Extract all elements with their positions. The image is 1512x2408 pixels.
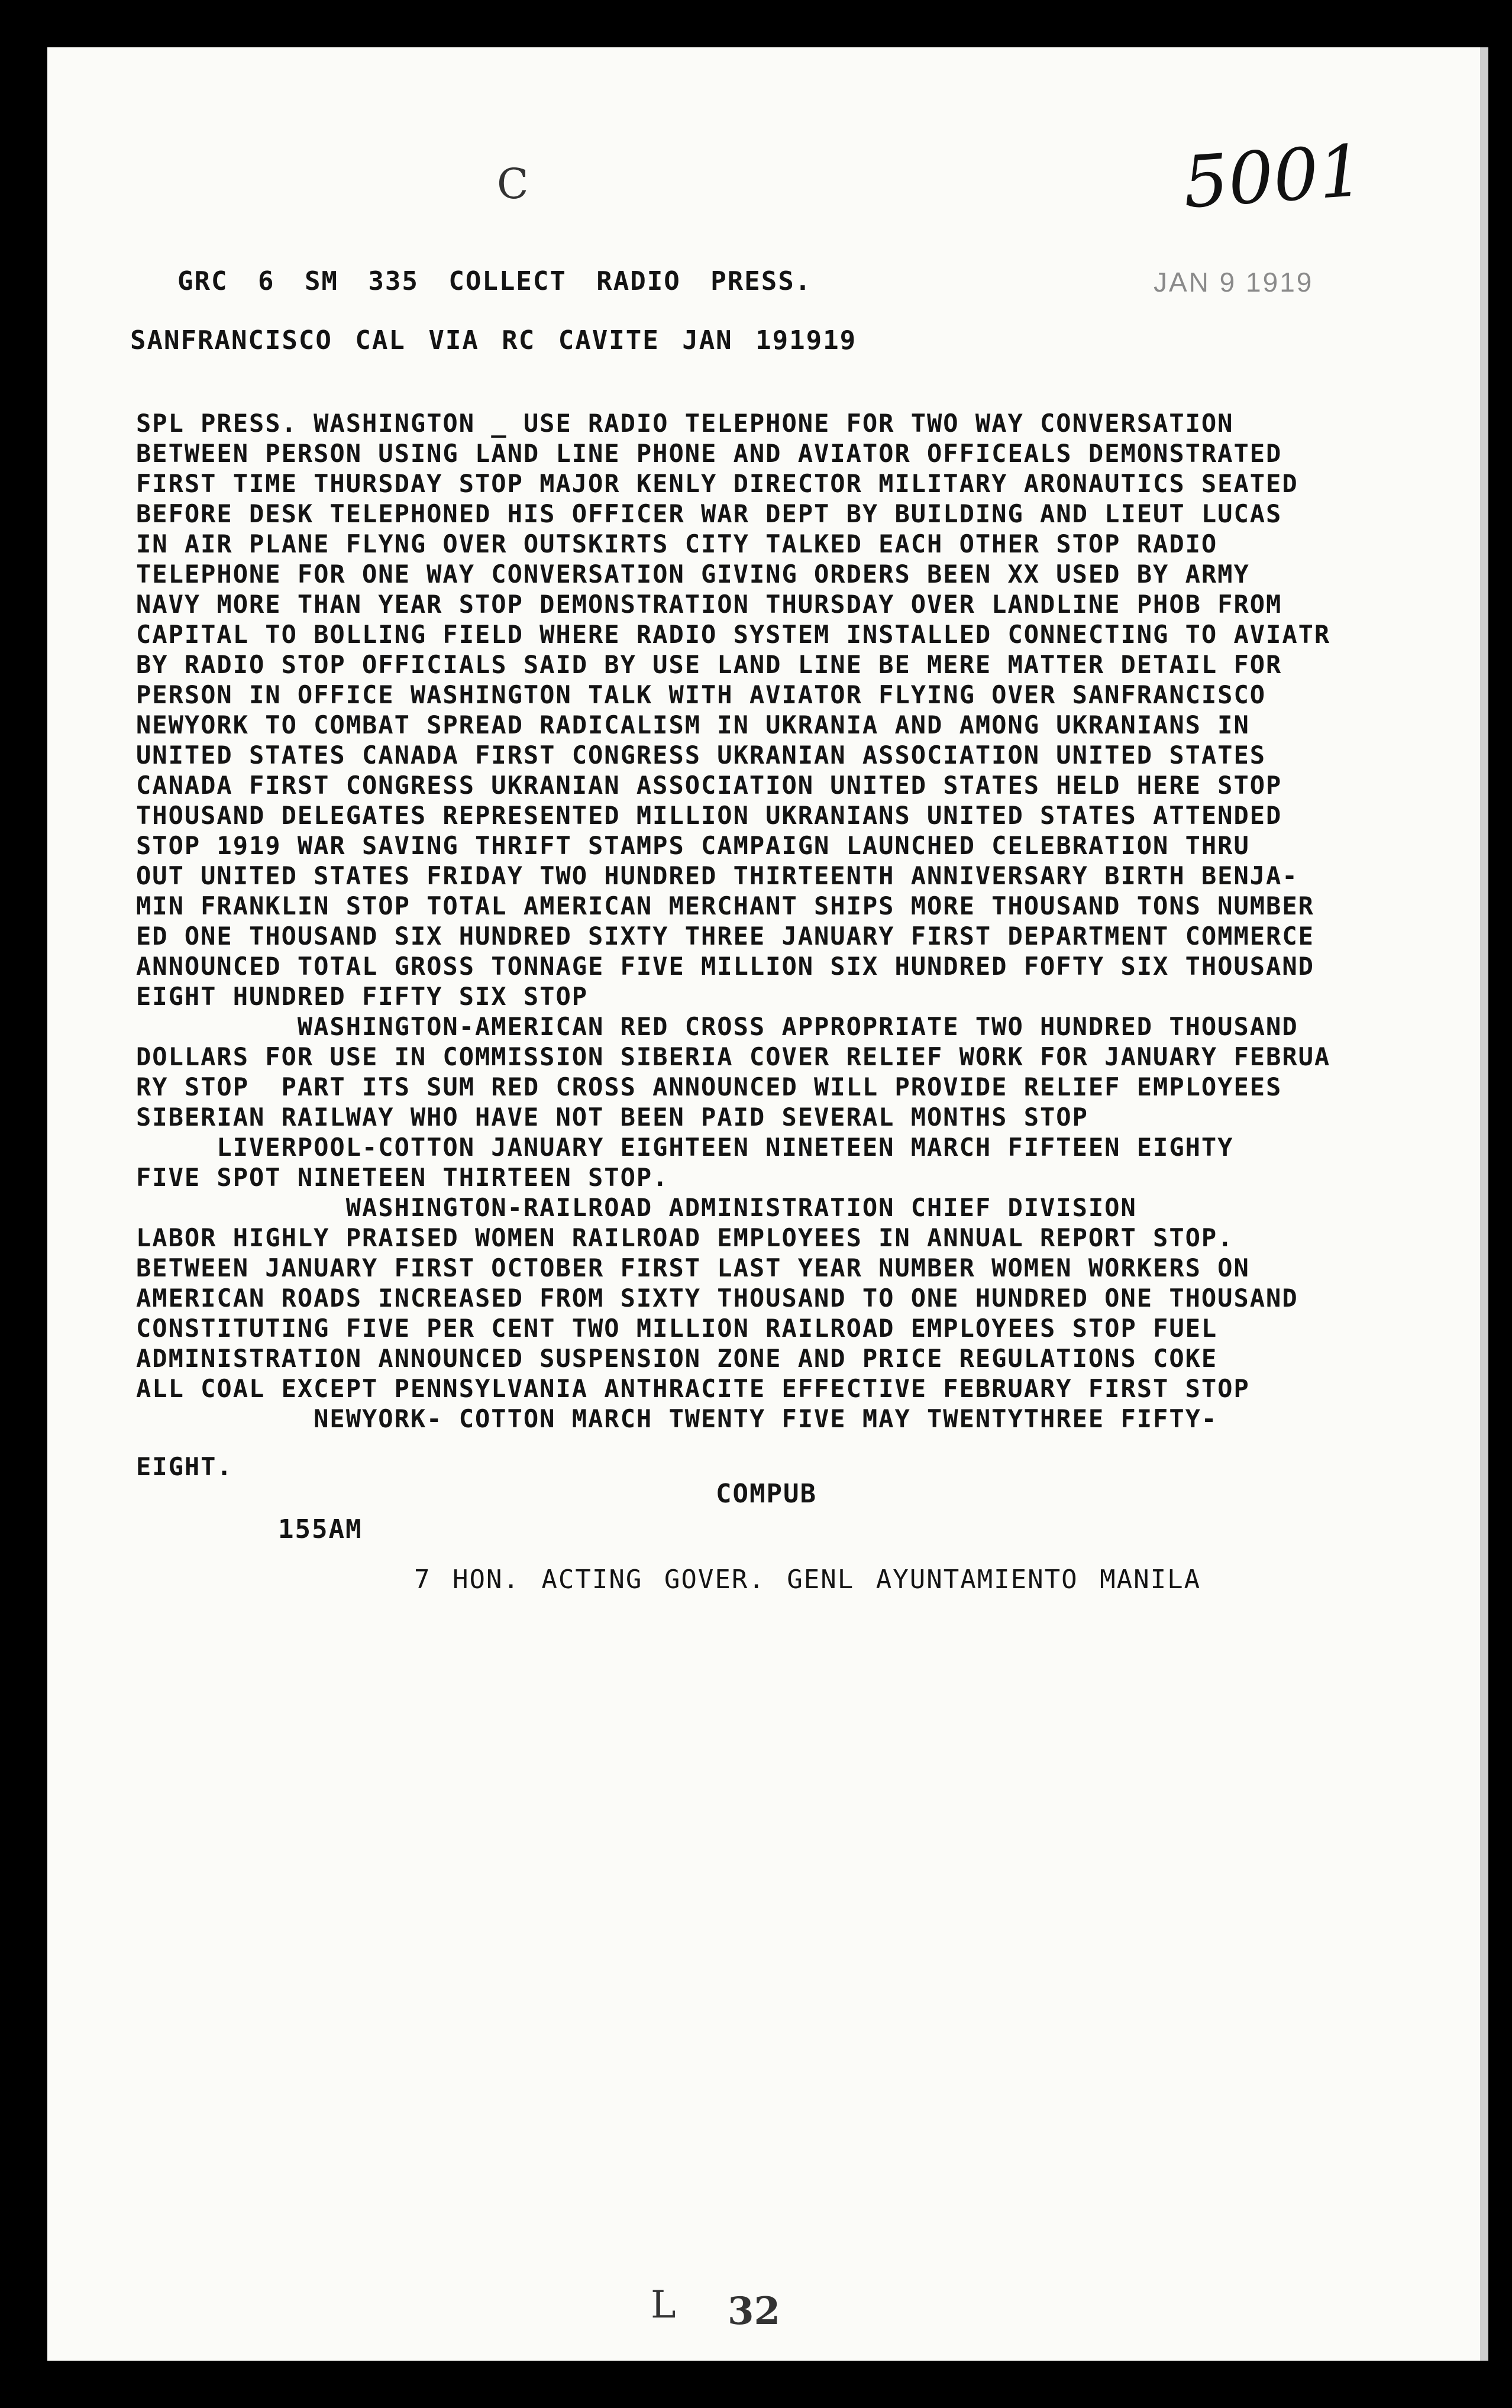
message-line: AMERICAN ROADS INCREASED FROM SIXTY THOUSAND TO ONE HUNDRED ONE THOUSAND (136, 1284, 1298, 1313)
telegram-sheet (47, 47, 1488, 2361)
message-line: CANADA FIRST CONGRESS UKRANIAN ASSOCIATION UNITED STATES HELD HERE STOP (136, 771, 1282, 800)
message-line: SPL PRESS. WASHINGTON _ USE RADIO TELEPHONE FOR TWO WAY CONVERSATION (136, 409, 1234, 438)
message-line: EIGHT HUNDRED FIFTY SIX STOP (136, 982, 589, 1011)
message-line: RY STOP PART ITS SUM RED CROSS ANNOUNCED WILL PROVIDE RELIEF EMPLOYEES (136, 1072, 1282, 1101)
message-line: ANNOUNCED TOTAL GROSS TONNAGE FIVE MILLION SIX HUNDRED FOFTY SIX THOUSAND (136, 952, 1314, 981)
message-line: FIVE SPOT NINETEEN THIRTEEN STOP. (136, 1163, 669, 1192)
message-line: NEWYORK TO COMBAT SPREAD RADICALISM IN UKRANIA AND AMONG UKRANIANS IN (136, 710, 1250, 739)
header-routing-line: GRC 6 SM 335 COLLECT RADIO PRESS. (177, 266, 812, 296)
date-stamp: JAN 9 1919 (1154, 267, 1314, 298)
message-line: BEFORE DESK TELEPHONED HIS OFFICER WAR DEPT BY BUILDING AND LIEUT LUCAS (136, 499, 1282, 528)
page-corner-mark: L (651, 2283, 676, 2327)
message-line: PERSON IN OFFICE WASHINGTON TALK WITH AVIATOR FLYING OVER SANFRANCISCO (136, 680, 1267, 709)
message-line: NEWYORK- COTTON MARCH TWENTY FIVE MAY TWENTYTHREE FIFTY- (136, 1404, 1218, 1433)
filing-time: 155AM (278, 1514, 363, 1544)
message-line: LIVERPOOL-COTTON JANUARY EIGHTEEN NINETEEN MARCH FIFTEEN EIGHTY (136, 1133, 1234, 1162)
message-line: WASHINGTON-AMERICAN RED CROSS APPROPRIATE TWO HUNDRED THOUSAND (136, 1012, 1298, 1041)
message-line: BETWEEN JANUARY FIRST OCTOBER FIRST LAST YEAR NUMBER WOMEN WORKERS ON (136, 1253, 1250, 1282)
message-line: UNITED STATES CANADA FIRST CONGRESS UKRANIAN ASSOCIATION UNITED STATES (136, 741, 1267, 770)
message-line: MIN FRANKLIN STOP TOTAL AMERICAN MERCHANT SHIPS MORE THOUSAND TONS NUMBER (136, 891, 1314, 920)
message-line: EIGHT. (136, 1452, 233, 1481)
message-line: BETWEEN PERSON USING LAND LINE PHONE AND AVIATOR OFFICEALS DEMONSTRATED (136, 439, 1282, 468)
message-line: THOUSAND DELEGATES REPRESENTED MILLION UKRANIANS UNITED STATES ATTENDED (136, 801, 1282, 830)
message-line: ED ONE THOUSAND SIX HUNDRED SIXTY THREE JANUARY FIRST DEPARTMENT COMMERCE (136, 922, 1314, 951)
message-line: STOP 1919 WAR SAVING THRIFT STAMPS CAMPAIGN LAUNCHED CELEBRATION THRU (136, 831, 1250, 860)
message-line: OUT UNITED STATES FRIDAY TWO HUNDRED THIRTEENTH ANNIVERSARY BIRTH BENJA- (136, 861, 1298, 890)
message-line: SIBERIAN RAILWAY WHO HAVE NOT BEEN PAID SEVERAL MONTHS STOP (136, 1103, 1088, 1132)
message-line: LABOR HIGHLY PRAISED WOMEN RAILROAD EMPLOYEES IN ANNUAL REPORT STOP. (136, 1223, 1234, 1252)
message-line: IN AIR PLANE FLYNG OVER OUTSKIRTS CITY TALKED EACH OTHER STOP RADIO (136, 529, 1218, 558)
header-origin-line: SANFRANCISCO CAL VIA RC CAVITE JAN 191919 (130, 325, 857, 355)
message-body (136, 408, 1473, 1482)
message-line: DOLLARS FOR USE IN COMMISSION SIBERIA COVER RELIEF WORK FOR JANUARY FEBRUA (136, 1042, 1331, 1071)
signoff: COMPUB (716, 1479, 817, 1509)
page-number: 32 (728, 2289, 781, 2333)
handwritten-file-number: 5001 (1180, 130, 1366, 225)
message-line: TELEPHONE FOR ONE WAY CONVERSATION GIVING ORDERS BEEN XX USED BY ARMY (136, 560, 1250, 589)
message-line: CONSTITUTING FIVE PER CENT TWO MILLION RAILROAD EMPLOYEES STOP FUEL (136, 1314, 1218, 1343)
message-line: CAPITAL TO BOLLING FIELD WHERE RADIO SYSTEM INSTALLED CONNECTING TO AVIATR (136, 620, 1331, 649)
message-line: ALL COAL EXCEPT PENNSYLVANIA ANTHRACITE EFFECTIVE FEBRUARY FIRST STOP (136, 1374, 1250, 1403)
top-ink-mark: C (497, 160, 529, 208)
message-line: NAVY MORE THAN YEAR STOP DEMONSTRATION THURSDAY OVER LANDLINE PHOB FROM (136, 590, 1282, 619)
message-line: WASHINGTON-RAILROAD ADMINISTRATION CHIEF DIVISION (136, 1193, 1137, 1222)
message-line: FIRST TIME THURSDAY STOP MAJOR KENLY DIRECTOR MILITARY ARONAUTICS SEATED (136, 469, 1298, 498)
message-line: BY RADIO STOP OFFICIALS SAID BY USE LAND LINE BE MERE MATTER DETAIL FOR (136, 650, 1282, 679)
message-line: ADMINISTRATION ANNOUNCED SUSPENSION ZONE AND PRICE REGULATIONS COKE (136, 1344, 1218, 1373)
delivery-address: 7 HON. ACTING GOVER. GENL AYUNTAMIENTO MANILA (414, 1565, 1201, 1595)
